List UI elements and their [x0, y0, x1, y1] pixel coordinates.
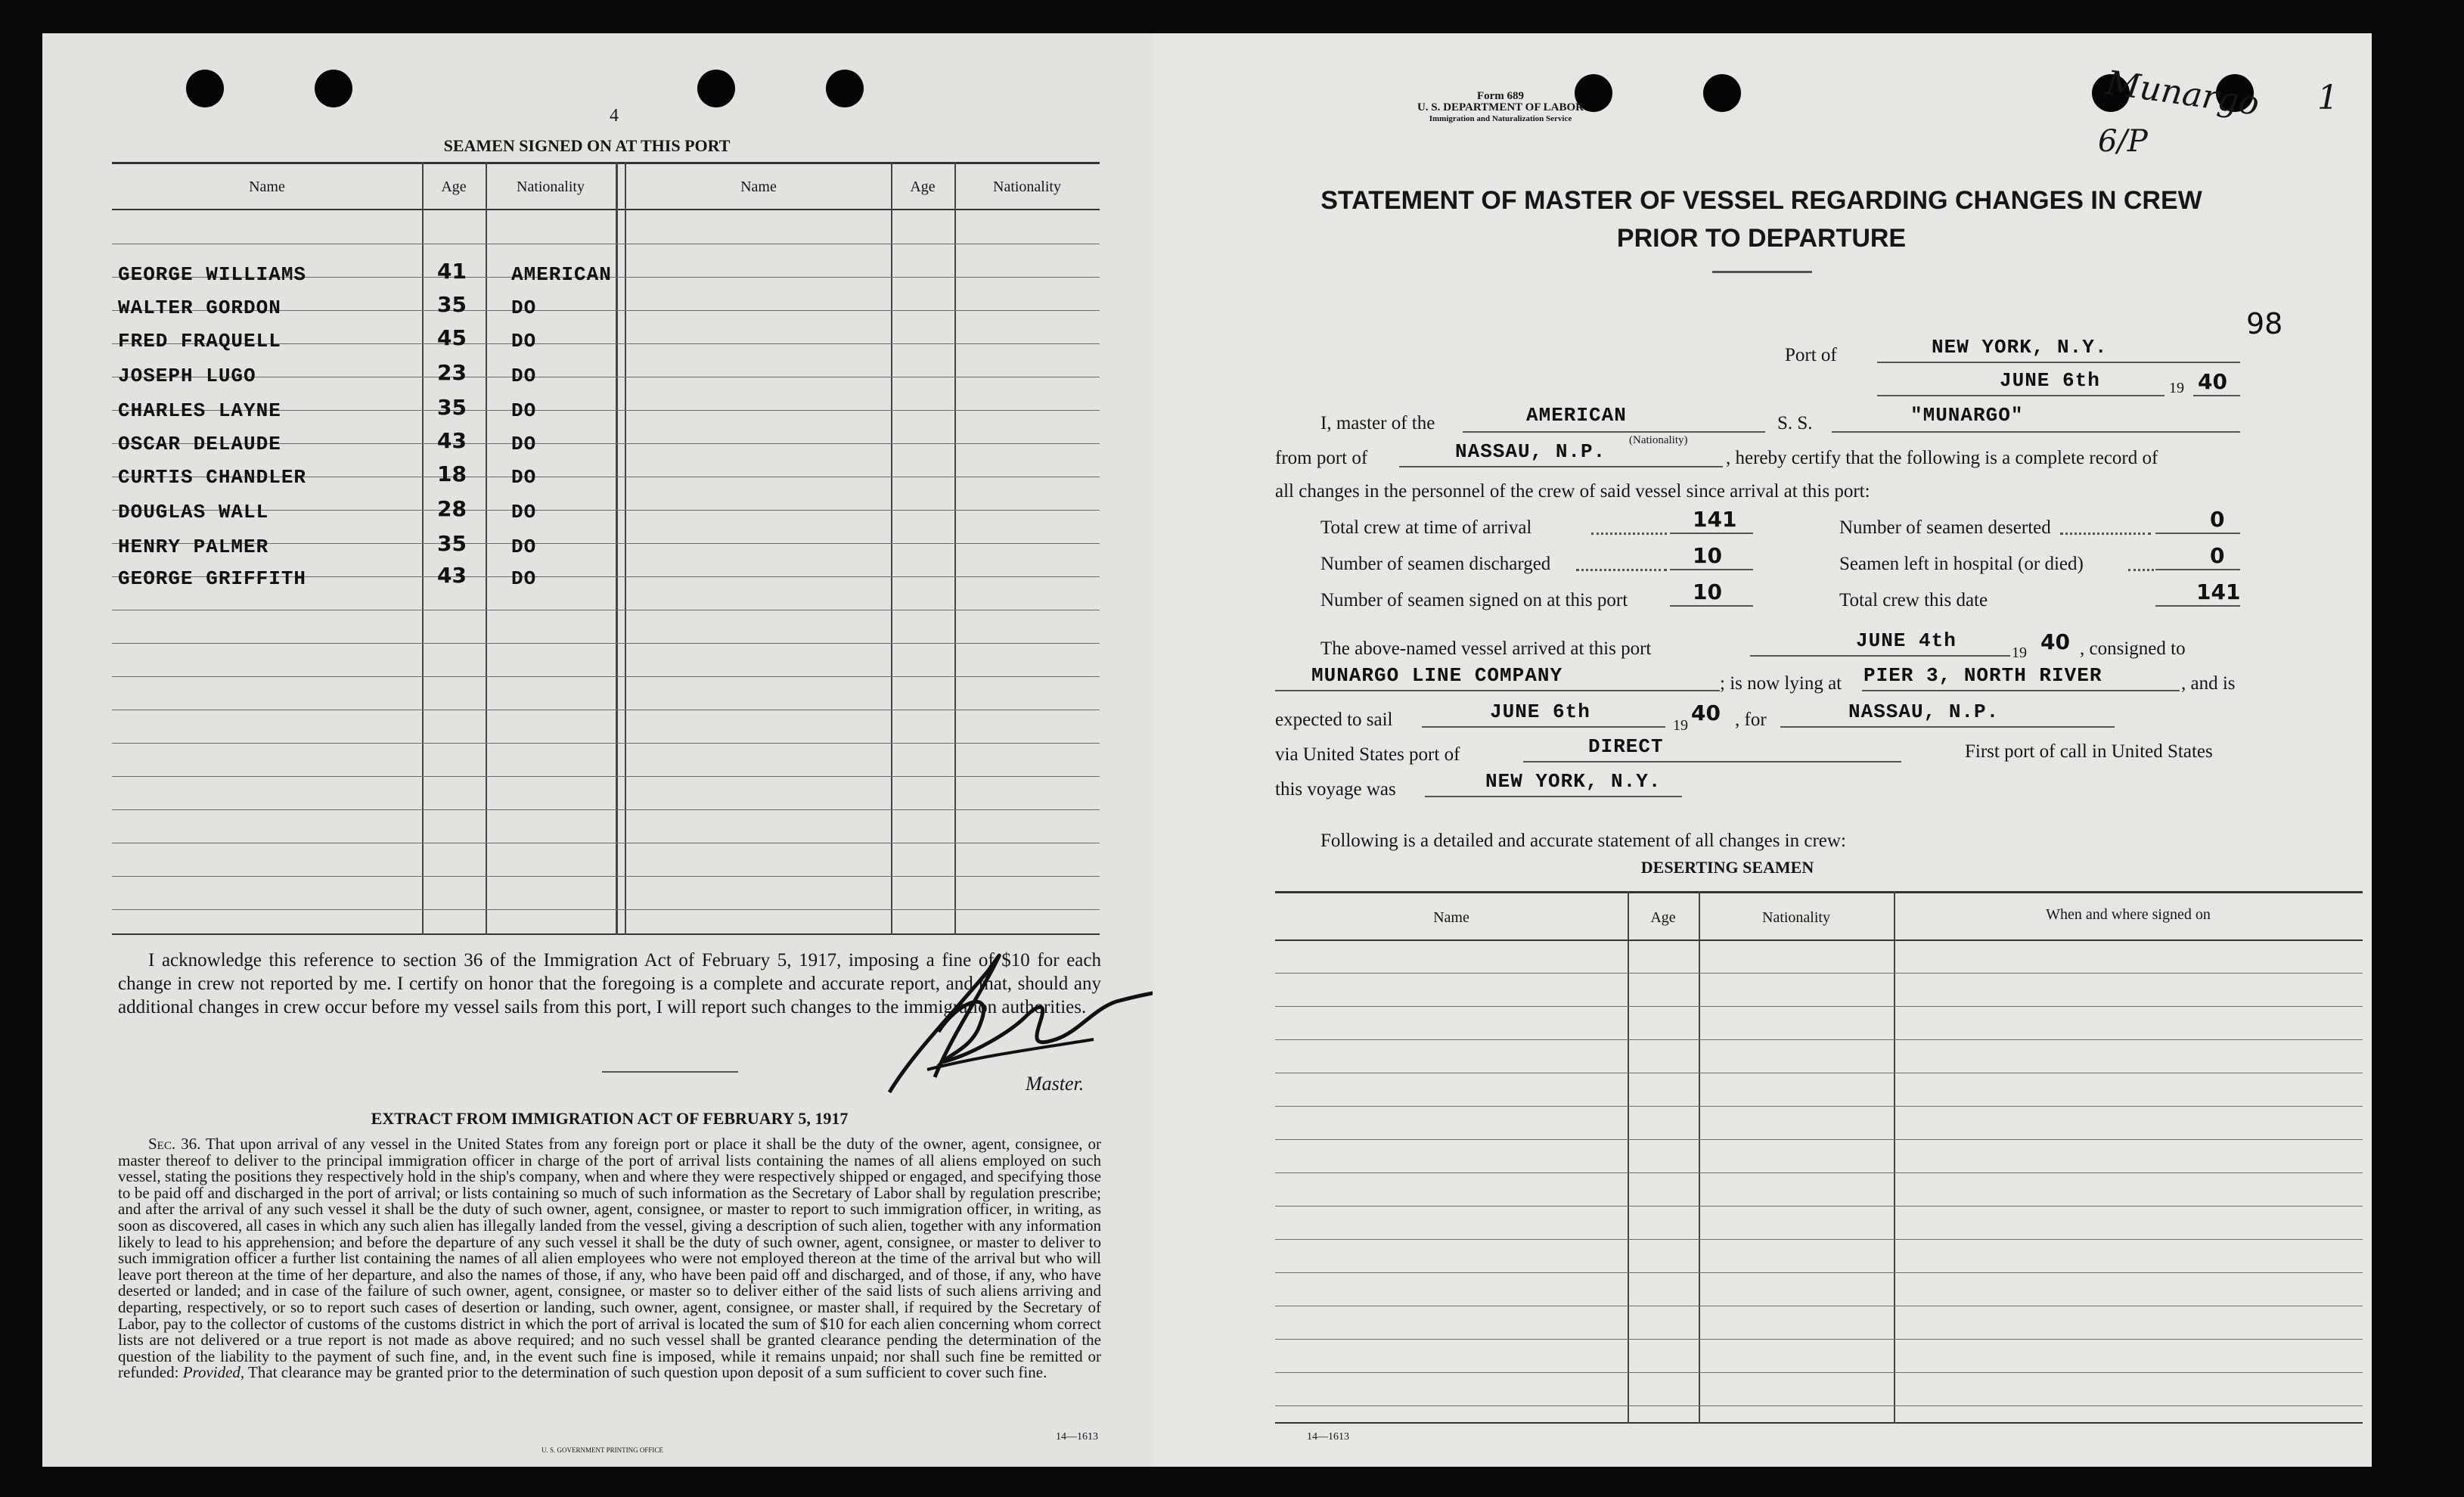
crew-nationality: DO [511, 466, 537, 489]
for-label: , for [1735, 710, 1767, 730]
form-code: 14—1613 [1307, 1431, 1349, 1443]
arrival-date-value: JUNE 4th [1856, 629, 1957, 652]
arrived-label: The above-named vessel arrived at this port [1320, 638, 1652, 659]
all-changes-text: all changes in the personnel of the crew of said vessel since arrival at this port: [1275, 481, 1870, 502]
port-of-label: Port of [1785, 345, 1837, 365]
crew-age: 41 [437, 259, 467, 284]
via-port-label: via United States port of [1275, 744, 1460, 765]
total-crew-arrival-label: Total crew at time of arrival [1320, 517, 1532, 538]
pier-value: PIER 3, NORTH RIVER [1864, 664, 2102, 687]
deserting-seamen-title: DESERTING SEAMEN [1640, 858, 1814, 877]
from-port-value: NASSAU, N.P. [1455, 440, 1606, 463]
total-crew-arrival-value: 141 [1693, 507, 1737, 532]
deserting-seamen-table [1275, 891, 2363, 1424]
crew-name: OSCAR DELAUDE [118, 433, 281, 455]
section-title: SEAMEN SIGNED ON AT THIS PORT [443, 136, 731, 155]
des-col-when-where: When and where signed on [2046, 906, 2211, 923]
seamen-discharged-label: Number of seamen discharged [1320, 554, 1551, 574]
punch-hole [1703, 74, 1741, 112]
from-port-label: from port of [1275, 448, 1368, 468]
signed-on-label: Number of seamen signed on at this port [1320, 590, 1628, 610]
crew-name: CURTIS CHANDLER [118, 466, 307, 489]
and-is-label: , and is [2181, 673, 2236, 694]
signed-on-table [112, 162, 1100, 935]
crew-name: JOSEPH LUGO [118, 365, 256, 387]
crew-name: GEORGE GRIFFITH [118, 567, 307, 590]
arrival-year-value: 40 [2040, 629, 2070, 654]
nationality-value: AMERICAN [1526, 404, 1627, 427]
des-col-age: Age [1650, 909, 1676, 926]
certify-text: , hereby certify that the following is a complete record of [1726, 448, 2158, 468]
punch-hole [826, 70, 864, 107]
crew-nationality: DO [511, 399, 537, 422]
voyage-was-label: this voyage was [1275, 779, 1396, 800]
first-port-value: NEW YORK, N.Y. [1485, 770, 1662, 793]
seamen-deserted-label: Number of seamen deserted [1839, 517, 2051, 538]
crew-age: 43 [437, 428, 467, 453]
left-in-hospital-value: 0 [2210, 543, 2225, 568]
left-in-hospital-label: Seamen left in hospital (or died) [1839, 554, 2084, 574]
crew-nationality: DO [511, 501, 537, 523]
signed-on-value: 10 [1693, 579, 1722, 604]
crew-age: 35 [437, 531, 467, 556]
extract-text: Sec. 36. That upon arrival of any vessel in the United States from any foreign port or place it shall be the duty of the owner, agent, consignee, or master thereof to deliver to the principal immigration officer in charge of the port of arrival lists containing the names of all aliens employed on such vessel, stating the positions they respectively hold in the ship's company, when and where they were respectively shipped or engaged, and specifying those to be paid off and discharged in the port of arrival; or lists containing so much of such information as the Secretary of Labor shall by regulation prescribe; and after the arrival of any such vessel it shall be the duty of such owner, agent, consignee, or master to report to such immigration officer, in writing, as soon as discovered, all cases in which any such alien has illegally landed from the vessel, giving a description of such alien, together with any information likely to lead to his apprehension; and before the departure of any such vessel it shall be the duty of such owner, agent, consignee, or master to deliver to such immigration officer a further list containing the names of all alien employees who were not employed thereon at the time of the arrival but who will leave port thereon at the time of her departure, and also the names of those, if any, who have been paid off and discharged, and of those, if any, who have deserted or landed; and in case of the failure of such owner, agent, consignee, or master so to deliver either of the said lists of such aliens arriving and departing, respectively, or so to report such cases of desertion or landing, such owner, agent, consignee, or master shall, if required by the Secretary of Labor, pay to the collector of customs of the customs district in which the port of arrival is located the sum of $10 for each alien concerning whom correct lists are not delivered or a true report is not made as above required; and no such vessel shall be granted clearance pending the determination of the question of the liability to the payment of such fine, and, in the event such fine is imposed, while it remains unpaid; nor shall such fine be remitted or refunded: Provided, That clearance may be granted prior to the determination of such question upon deposit of a sum sufficient to cover such fine. [118, 1135, 1102, 1382]
sail-year-prefix: 19 [1673, 717, 1688, 734]
vessel-value: "MUNARGO" [1910, 404, 2024, 427]
col-header-name: Name [249, 179, 285, 195]
crew-nationality: DO [511, 330, 537, 353]
crew-age: 35 [437, 395, 467, 420]
crew-age: 35 [437, 292, 467, 317]
handwritten-note-2: 6/P [2098, 124, 2148, 159]
first-port-call-label: First port of call in United States [1965, 741, 2213, 762]
punch-hole [186, 70, 224, 107]
crew-nationality: DO [511, 297, 537, 319]
title-line-2: PRIOR TO DEPARTURE [1616, 224, 1907, 253]
acknowledgement-text: I acknowledge this reference to section 36 of the Immigration Act of February 5, 1917, imposing a fine of $10 for each change in crew not reported by me. I certify on honor that the foregoing is a complete and accurate report, and that, should any additional changes in crew occur before my vessel sails from this port, I will report such changes to the immigration authorities. [118, 950, 1101, 1017]
des-col-nationality: Nationality [1762, 909, 1830, 926]
crew-age: 18 [437, 461, 467, 486]
crew-name: FRED FRAQUELL [118, 330, 281, 353]
destination-value: NASSAU, N.P. [1848, 700, 2000, 723]
department: U. S. DEPARTMENT OF LABOR [1417, 101, 1584, 113]
extract-title: EXTRACT FROM IMMIGRATION ACT OF FEBRUARY 5, 1917 [371, 1109, 849, 1128]
page-number: 4 [610, 106, 619, 126]
port-value: NEW YORK, N.Y. [1932, 336, 2108, 359]
document-title [1153, 182, 2370, 257]
arrival-year-prefix: 19 [2012, 644, 2027, 661]
form-number: Form 689 [1476, 90, 1525, 102]
master-of-label: I, master of the [1320, 413, 1435, 433]
punch-hole [697, 70, 735, 107]
crew-nationality: DO [511, 536, 537, 558]
year-prefix: 19 [2169, 380, 2184, 396]
col-header-age-2: Age [910, 179, 936, 195]
crew-nationality: DO [511, 365, 537, 387]
crew-nationality: DO [511, 567, 537, 590]
seamen-deserted-value: 0 [2210, 507, 2225, 532]
sheet-number: 98 [2246, 307, 2283, 340]
crew-name: GEORGE WILLIAMS [118, 263, 307, 286]
col-header-nationality: Nationality [517, 179, 585, 195]
crew-name: DOUGLAS WALL [118, 501, 269, 523]
crew-name: HENRY PALMER [118, 536, 269, 558]
sail-date-value: JUNE 6th [1490, 700, 1590, 723]
master-signature [836, 926, 1184, 1107]
ss-label: S. S. [1777, 413, 1813, 433]
total-crew-date-label: Total crew this date [1839, 590, 1988, 610]
form-header [1387, 91, 1614, 125]
col-header-nationality-2: Nationality [993, 179, 1061, 195]
crew-name: CHARLES LAYNE [118, 399, 281, 422]
des-col-name: Name [1433, 909, 1469, 926]
printer-line: U. S. GOVERNMENT PRINTING OFFICE [542, 1446, 663, 1454]
following-text: Following is a detailed and accurate statement of all changes in crew: [1320, 831, 1846, 851]
master-label: Master. [1026, 1073, 1085, 1095]
consignee-value: MUNARGO LINE COMPANY [1311, 664, 1563, 687]
form-code: 14—1613 [1056, 1431, 1098, 1443]
crew-age: 45 [437, 325, 467, 350]
handwritten-mark: 1 [2317, 79, 2338, 117]
expected-to-sail-label: expected to sail [1275, 710, 1393, 730]
punch-hole [315, 70, 352, 107]
seamen-discharged-value: 10 [1693, 543, 1722, 568]
right-page [1153, 33, 2372, 1467]
crew-nationality: AMERICAN [511, 263, 612, 286]
nationality-caption: (Nationality) [1629, 434, 1688, 446]
sail-year-value: 40 [1691, 700, 1721, 725]
crew-name: WALTER GORDON [118, 297, 281, 319]
via-value: DIRECT [1588, 735, 1664, 758]
total-crew-date-value: 141 [2196, 579, 2241, 604]
service: Immigration and Naturalization Service [1429, 114, 1572, 123]
sec-label: Sec. 36. [148, 1135, 201, 1153]
crew-age: 43 [437, 563, 467, 588]
left-page [42, 33, 1154, 1467]
handwritten-note: Munargo [2103, 64, 2262, 123]
consigned-to-label: , consigned to [2080, 638, 2186, 659]
date-value: JUNE 6th [2000, 369, 2100, 392]
crew-age: 28 [437, 496, 467, 521]
now-lying-label: ; is now lying at [1720, 673, 1842, 694]
col-header-name-2: Name [740, 179, 777, 195]
year-value: 40 [2198, 369, 2227, 394]
crew-age: 23 [437, 360, 467, 385]
crew-nationality: DO [511, 433, 537, 455]
col-header-age: Age [441, 179, 467, 195]
title-line-1: STATEMENT OF MASTER OF VESSEL REGARDING CHANGES IN CREW [1320, 186, 2202, 215]
